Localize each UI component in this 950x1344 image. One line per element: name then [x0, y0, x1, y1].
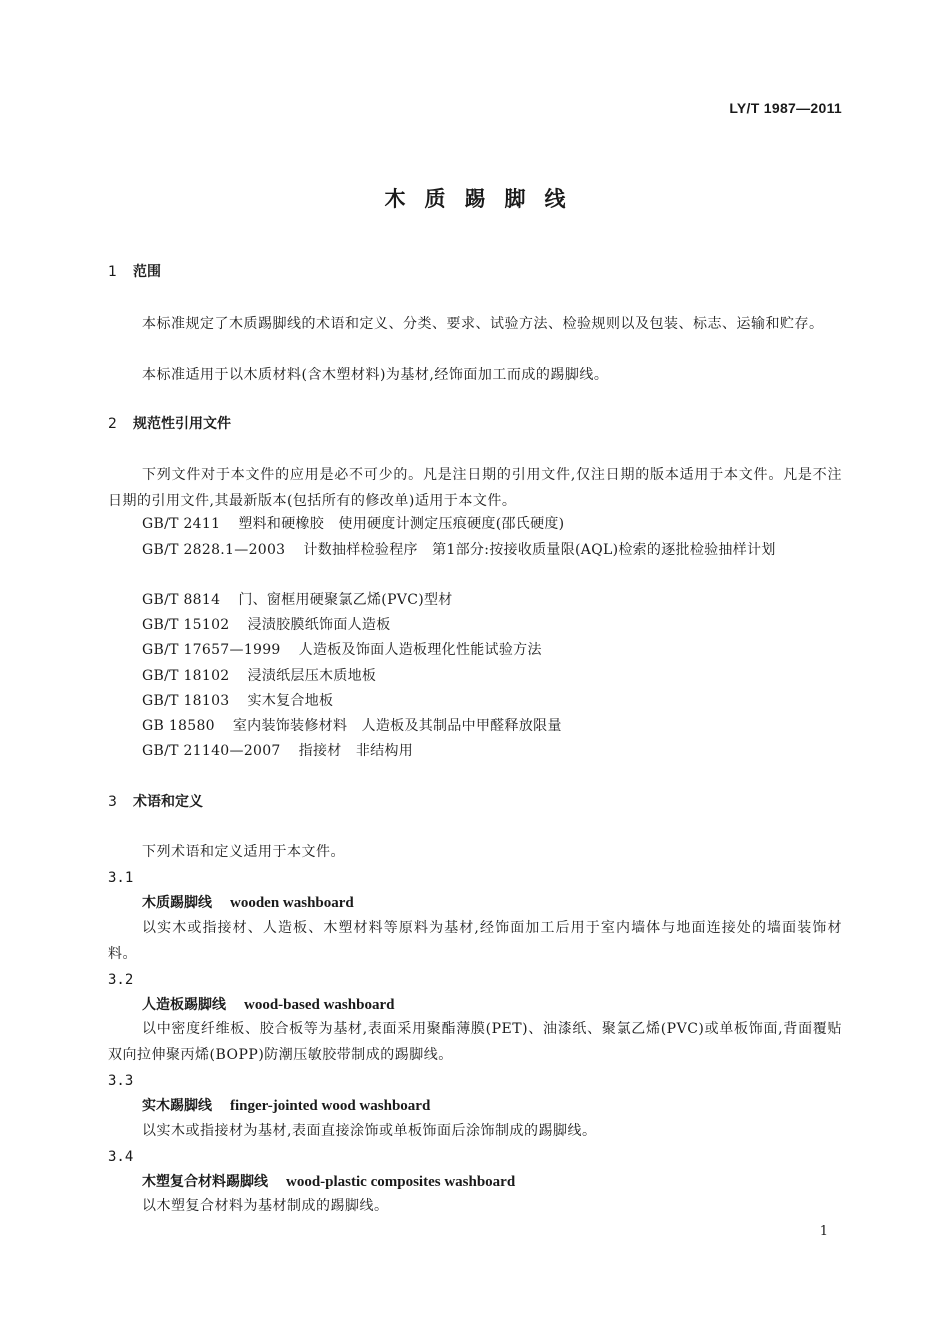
reference-item: [142, 716, 842, 736]
scope-paragraph-1: 本标准规定了木质踢脚线的术语和定义、分类、要求、试验方法、检验规则以及包装、标志、运输和贮存。: [142, 316, 824, 332]
reference-code: GB/T 18103: [142, 693, 230, 709]
reference-code: GB/T 8814: [142, 592, 221, 608]
term-heading: [142, 1096, 430, 1116]
term-en: finger-jointed wood washboard: [230, 1098, 431, 1114]
section-heading-terms-definitions: [108, 792, 203, 812]
reference-code: GB/T 21140—2007: [142, 743, 281, 759]
reference-code: GB/T 2828.1—2003: [142, 542, 286, 558]
reference-code: GB 18580: [142, 718, 215, 734]
section-title: 范围: [133, 264, 161, 280]
reference-title: 室内装饰装修材料 人造板及其制品中甲醛释放限量: [232, 718, 562, 734]
reference-code: GB/T 15102: [142, 617, 230, 633]
reference-title: 实木复合地板: [247, 693, 334, 709]
reference-item: [108, 538, 842, 564]
scope-paragraph-2: 本标准适用于以木质材料(含木塑材料)为基材,经饰面加工而成的踢脚线。: [142, 367, 609, 383]
section-number: 3: [108, 794, 117, 810]
clause-number: 3.4: [108, 1149, 134, 1165]
reference-item: [142, 514, 842, 534]
section-number: 1: [108, 264, 117, 280]
reference-title: 浸渍胶膜纸饰面人造板: [247, 617, 391, 633]
clause-number: 3.3: [108, 1073, 134, 1089]
term-definition: 以实木或指接材为基材,表面直接涂饰或单板饰面后涂饰制成的踢脚线。: [142, 1123, 597, 1139]
term-zh: 木塑复合材料踢脚线: [142, 1174, 268, 1190]
term-heading: [142, 1172, 515, 1192]
reference-title: 人造板及饰面人造板理化性能试验方法: [298, 642, 542, 658]
term-zh: 实木踢脚线: [142, 1098, 212, 1114]
term-en: wood-based washboard: [244, 997, 395, 1013]
term-heading: [142, 893, 354, 913]
section-title: 术语和定义: [133, 794, 203, 810]
page-number: 1: [819, 1224, 828, 1239]
section-heading-normative-references: [108, 414, 231, 434]
reference-item: [142, 691, 842, 711]
term-zh: 木质踢脚线: [142, 895, 212, 911]
reference-title: 浸渍纸层压木质地板: [247, 668, 377, 684]
term-en: wood-plastic composites washboard: [286, 1174, 516, 1190]
term-zh: 人造板踢脚线: [142, 997, 226, 1013]
terms-intro: 下列术语和定义适用于本文件。: [142, 844, 345, 860]
section-title: 规范性引用文件: [133, 416, 231, 432]
standard-code: LY/T 1987—2011: [729, 100, 842, 116]
section-number: 2: [108, 416, 117, 432]
reference-item: [142, 741, 842, 761]
reference-title: 门、窗框用硬聚氯乙烯(PVC)型材: [238, 592, 453, 608]
term-definition: 以中密度纤维板、胶合板等为基材,表面采用聚酯薄膜(PET)、油漆纸、聚氯乙烯(PVC)或单板饰面,背面覆贴双向拉伸聚丙烯(BOPP)防潮压敏胶带制成的踢脚线。: [108, 1021, 842, 1063]
section-heading-scope: [108, 262, 161, 282]
reference-title: 塑料和硬橡胶 使用硬度计测定压痕硬度(邵氏硬度): [238, 516, 565, 532]
term-en: wooden washboard: [230, 895, 354, 911]
reference-item: [142, 666, 842, 686]
clause-number: 3.1: [108, 870, 134, 886]
reference-item: [142, 640, 842, 660]
clause-number: 3.2: [108, 972, 134, 988]
reference-code: GB/T 17657—1999: [142, 642, 281, 658]
reference-item: [142, 590, 842, 610]
term-heading: [142, 995, 394, 1015]
term-definition: 以木塑复合材料为基材制成的踢脚线。: [142, 1198, 389, 1214]
reference-item: [142, 615, 842, 635]
reference-title: 指接材 非结构用: [298, 743, 414, 759]
reference-code: GB/T 18102: [142, 668, 230, 684]
document-title: 木质踢脚线: [384, 187, 585, 211]
references-intro: 下列文件对于本文件的应用是必不可少的。凡是注日期的引用文件,仅注日期的版本适用于本文件。凡是不注日期的引用文件,其最新版本(包括所有的修改单)适用于本文件。: [108, 467, 842, 509]
term-definition: 以实木或指接材、人造板、木塑材料等原料为基材,经饰面加工后用于室内墙体与地面连接处的墙面装饰材料。: [108, 920, 842, 962]
reference-title: 计数抽样检验程序 第1部分:按接收质量限(AQL)检索的逐批检验抽样计划: [303, 542, 776, 558]
reference-code: GB/T 2411: [142, 516, 221, 532]
